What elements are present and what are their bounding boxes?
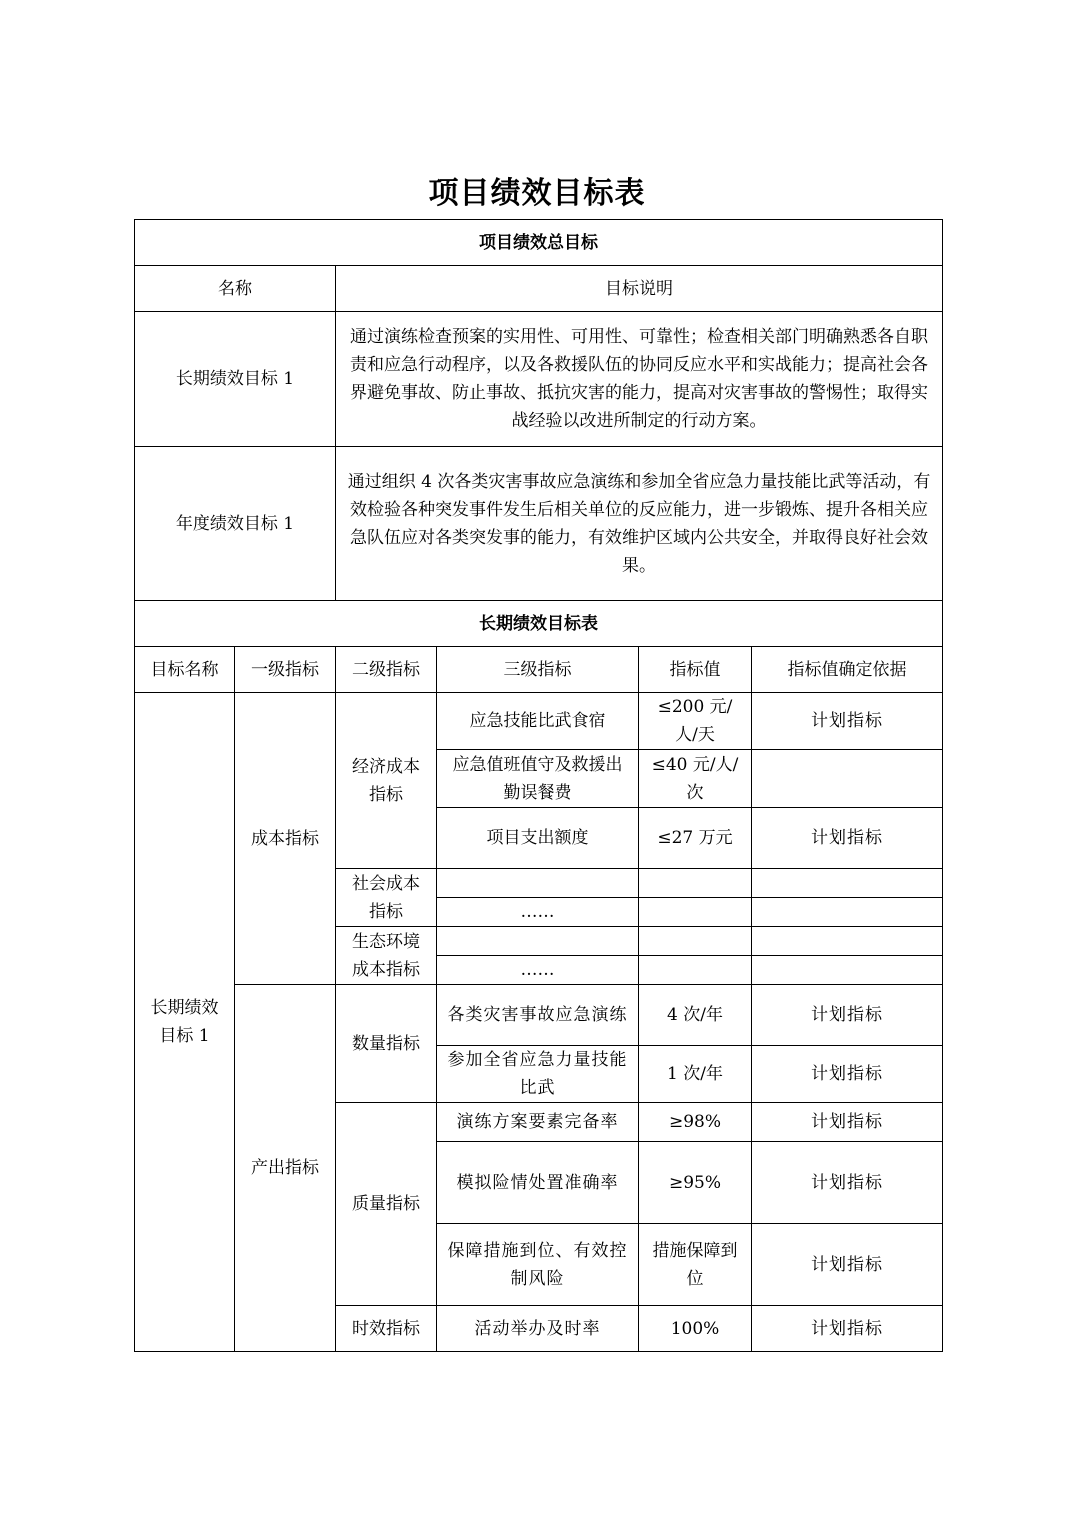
basis-cell: 计划指标 xyxy=(752,985,943,1046)
basis-cell: 计划指标 xyxy=(752,1103,943,1142)
level2-quality: 质量指标 xyxy=(336,1103,437,1306)
level3-cell xyxy=(437,869,639,898)
level1-cost: 成本指标 xyxy=(235,693,336,985)
page-title: 项目绩效目标表 xyxy=(428,176,646,211)
basis-cell xyxy=(752,869,943,898)
level3-cell: 各类灾害事故应急演练 xyxy=(437,985,639,1046)
level3-cell: 参加全省应急力量技能比武 xyxy=(437,1046,639,1103)
value-cell xyxy=(639,956,752,985)
level3-cell: 模拟险情处置准确率 xyxy=(437,1142,639,1224)
annual-goal-name: 年度绩效目标 1 xyxy=(135,447,336,601)
level3-cell: 项目支出额度 xyxy=(437,808,639,869)
col-header-target: 目标名称 xyxy=(135,647,235,693)
value-cell: ≤200 元/人/天 xyxy=(639,693,752,750)
basis-cell: 计划指标 xyxy=(752,1306,943,1352)
value-cell xyxy=(639,898,752,927)
value-cell: ≥95% xyxy=(639,1142,752,1224)
basis-cell: 计划指标 xyxy=(752,1046,943,1103)
basis-cell xyxy=(752,898,943,927)
level1-output: 产出指标 xyxy=(235,985,336,1352)
col-header-level3: 三级指标 xyxy=(437,647,639,693)
col-header-level1: 一级指标 xyxy=(235,647,336,693)
level3-cell: …… xyxy=(437,956,639,985)
col-header-basis: 指标值确定依据 xyxy=(752,647,943,693)
header-name: 名称 xyxy=(135,266,336,312)
level3-cell: 活动举办及时率 xyxy=(437,1306,639,1352)
col-header-level2: 二级指标 xyxy=(336,647,437,693)
basis-cell: 计划指标 xyxy=(752,808,943,869)
level2-economic-cost: 经济成本指标 xyxy=(336,693,437,869)
longterm-goal-name: 长期绩效目标 1 xyxy=(135,312,336,447)
level3-cell xyxy=(437,927,639,956)
value-cell: ≤40 元/人/次 xyxy=(639,750,752,808)
value-cell: 4 次/年 xyxy=(639,985,752,1046)
basis-cell xyxy=(752,927,943,956)
value-cell: ≤27 万元 xyxy=(639,808,752,869)
header-desc: 目标说明 xyxy=(336,266,943,312)
col-header-value: 指标值 xyxy=(639,647,752,693)
overall-section-title: 项目绩效总目标 xyxy=(135,220,943,266)
level3-cell: …… xyxy=(437,898,639,927)
basis-cell: 计划指标 xyxy=(752,1142,943,1224)
level2-eco-cost: 生态环境成本指标 xyxy=(336,927,437,985)
value-cell: 100% xyxy=(639,1306,752,1352)
level3-cell: 应急值班值守及救援出勤误餐费 xyxy=(437,750,639,808)
annual-goal-desc: 通过组织 4 次各类灾害事故应急演练和参加全省应急力量技能比武等活动，有效检验各种突发事件发生后相关单位的反应能力，进一步锻炼、提升各相关应急队伍应对各类突发事的能力，有效维护区域内公共安全，并取得良好社会效果。 xyxy=(336,447,943,601)
target-name-cell: 长期绩效目标 1 xyxy=(135,693,235,1352)
basis-cell: 计划指标 xyxy=(752,693,943,750)
performance-table xyxy=(134,219,943,1352)
basis-cell xyxy=(752,956,943,985)
value-cell xyxy=(639,869,752,898)
value-cell xyxy=(639,927,752,956)
longterm-section-title: 长期绩效目标表 xyxy=(135,601,943,647)
level3-cell: 保障措施到位、有效控制风险 xyxy=(437,1224,639,1306)
longterm-goal-desc: 通过演练检查预案的实用性、可用性、可靠性；检查相关部门明确熟悉各自职责和应急行动程序，以及各救援队伍的协同反应水平和实战能力；提高社会各界避免事故、防止事故、抵抗灾害的能力，提高对灾害事故的警惕性；取得实战经验以改进所制定的行动方案。 xyxy=(336,312,943,447)
level3-cell: 演练方案要素完备率 xyxy=(437,1103,639,1142)
level2-quantity: 数量指标 xyxy=(336,985,437,1103)
level2-timeliness: 时效指标 xyxy=(336,1306,437,1352)
basis-cell: 计划指标 xyxy=(752,1224,943,1306)
value-cell: 措施保障到位 xyxy=(639,1224,752,1306)
basis-cell xyxy=(752,750,943,808)
level2-social-cost: 社会成本指标 xyxy=(336,869,437,927)
value-cell: ≥98% xyxy=(639,1103,752,1142)
level3-cell: 应急技能比武食宿 xyxy=(437,693,639,750)
value-cell: 1 次/年 xyxy=(639,1046,752,1103)
